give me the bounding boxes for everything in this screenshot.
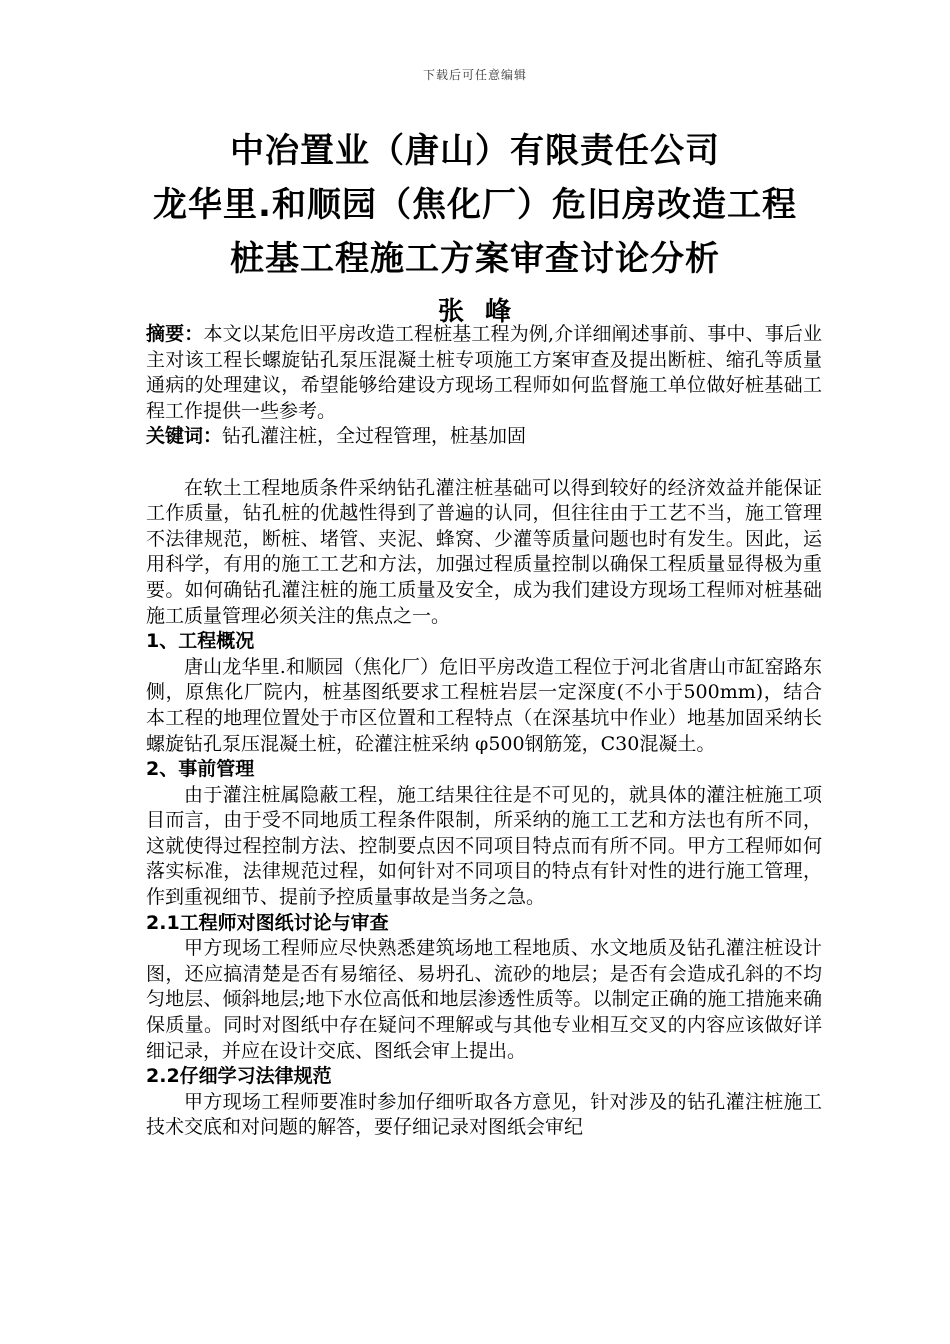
abstract-text: 本文以某危旧平房改造工程桩基工程为例,介详细阐述事前、事中、事后业主对该工程长螺旋钻孔泵压混凝土桩专项施工方案审查及提出断桩、缩孔等质量通病的处理建议，希望能够给建设方现场工程师如何监督施工单位做好桩基础工程工作提供一些参考。 xyxy=(146,323,822,422)
author-name: 张 峰 xyxy=(437,297,513,327)
keywords-paragraph xyxy=(146,424,822,450)
document-body xyxy=(146,322,822,1141)
title-line-company: 中冶置业（唐山）有限责任公司 xyxy=(230,131,720,171)
title-line-project: 龙华里.和顺园（焦化厂）危旧房改造工程 xyxy=(153,185,797,225)
section-heading-overview: 1、工程概况 xyxy=(146,630,255,653)
section-text-regulations: 甲方现场工程师要准时参加仔细听取各方意见，针对涉及的钻孔灌注桩施工技术交底和对问题的解答，要仔细记录对图纸会审纪 xyxy=(146,1090,822,1139)
section-text-overview: 唐山龙华里.和顺园（焦化厂）危旧平房改造工程位于河北省唐山市缸窑路东侧，原焦化厂院内，桩基图纸要求工程桩岩层一定深度(不小于500mm)，结合本工程的地理位置处于市区位置和工程特点（在深基坑中作业）地基加固采纳长螺旋钻孔泵压混凝土桩，砼灌注桩采纳 φ500钢筋笼，C30混凝土。 xyxy=(146,655,822,755)
section-heading-regulations: 2.2仔细学习法律规范 xyxy=(146,1065,332,1088)
abstract-label: 摘要： xyxy=(146,323,204,345)
intro-paragraph: 在软土工程地质条件采纳钻孔灌注桩基础可以得到较好的经济效益并能保证工作质量，钻孔桩的优越性得到了普遍的认同，但往往由于工艺不当，施工管理不法律规范，断桩、堵管、夹泥、蜂窝、少灌等质量问题也时有发生。因此，运用科学，有用的施工工艺和方法，加强过程质量控制以确保工程质量显得极为重要。如何确钻孔灌注桩的施工质量及安全，成为我们建设方现场工程师对桩基础施工质量管理必须关注的焦点之一。 xyxy=(146,476,822,627)
title-block xyxy=(100,124,850,332)
section-heading-pre-management: 2、事前管理 xyxy=(146,758,255,781)
section-heading-drawing-review: 2.1工程师对图纸讨论与审查 xyxy=(146,911,389,934)
header-note: 下载后可任意编辑 xyxy=(422,68,527,82)
abstract-paragraph xyxy=(146,322,822,424)
paragraph-spacer xyxy=(146,450,822,476)
keywords-text: 钻孔灌注桩，全过程管理，桩基加固 xyxy=(222,425,527,448)
section-text-drawing-review: 甲方现场工程师应尽快熟悉建筑场地工程地质、水文地质及钻孔灌注桩设计图，还应搞清楚是否有易缩径、易坍孔、流砂的地层；是否有会造成孔斜的不均匀地层、倾斜地层;地下水位高低和地层渗透性质等。以制定正确的施工措施来确保质量。同时对图纸中存在疑问不理解或与其他专业相互交叉的内容应该做好详细记录，并应在设计交底、图纸会审上提出。 xyxy=(146,937,822,1062)
keywords-label: 关键词： xyxy=(146,425,223,448)
section-text-pre-management: 由于灌注桩属隐蔽工程，施工结果往往是不可见的，就具体的灌注桩施工项目而言，由于受不同地质工程条件限制，所采纳的施工工艺和方法也有所不同，这就使得过程控制方法、控制要点因不同项目特点而有所不同。甲方工程师如何落实标准，法律规范过程，如何针对不同项目的特点有针对性的进行施工管理，作到重视细节、提前予控质量事故是当务之急。 xyxy=(146,783,822,909)
title-line-subject: 桩基工程施工方案审查讨论分析 xyxy=(230,239,720,279)
